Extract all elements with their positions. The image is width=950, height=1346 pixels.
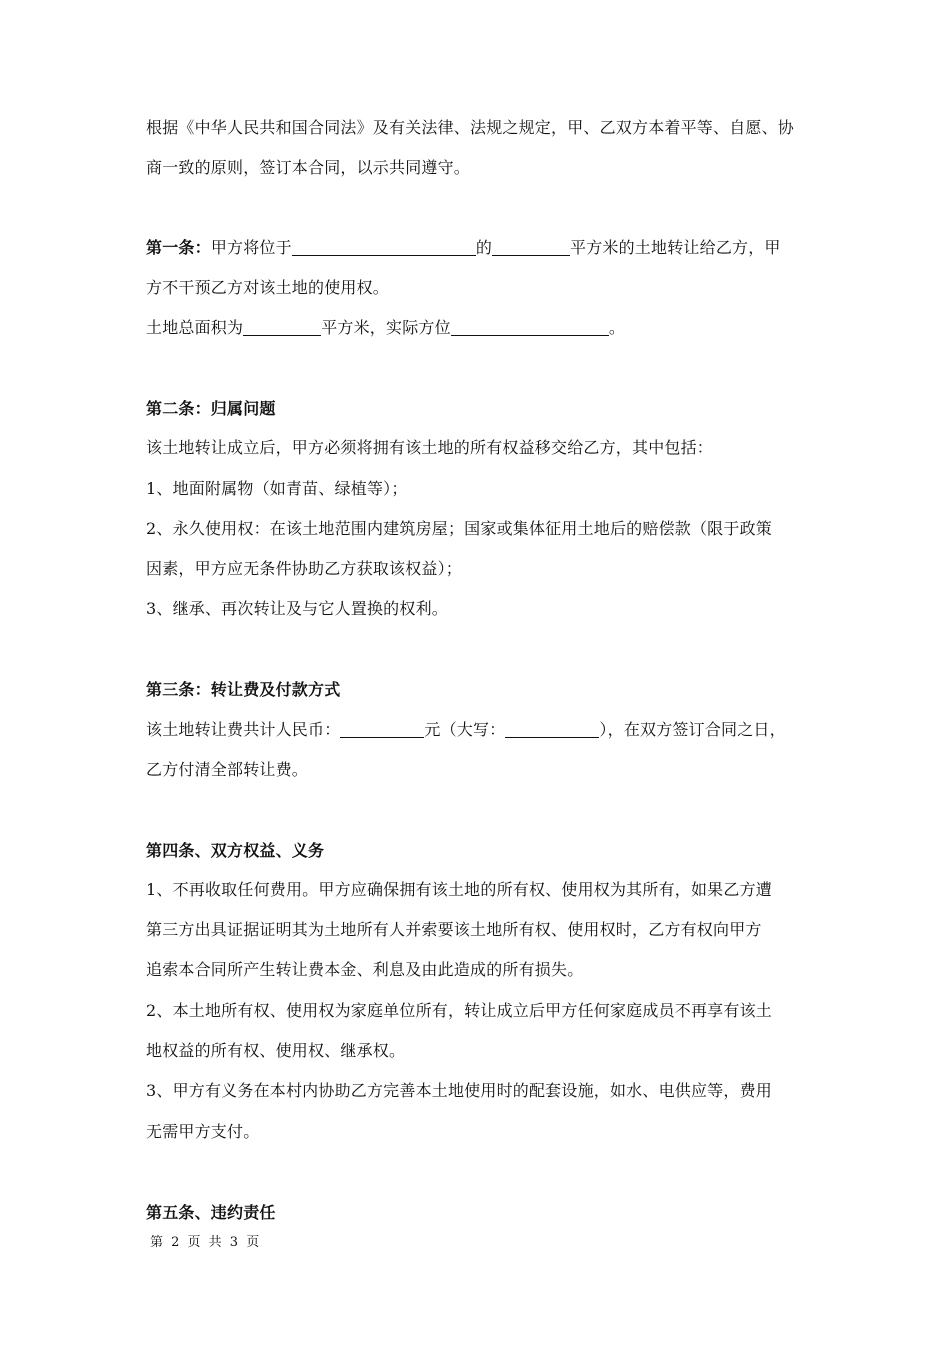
- article2-item-2-line-2: 因素，甲方应无条件协助乙方获取该权益）；: [146, 559, 463, 578]
- fee-uppercase-blank: [505, 721, 599, 738]
- article4-heading: 第四条、双方权益、义务: [146, 841, 325, 860]
- article1-text: 的: [475, 238, 493, 257]
- article1-line-3: [146, 317, 816, 339]
- direction-blank: [451, 319, 609, 336]
- fee-amount-blank: [340, 721, 424, 738]
- article1-text: 土地总面积为: [146, 318, 244, 337]
- article1-text: 平方米，实际方位: [321, 318, 451, 337]
- preamble-line-1: 根据《中华人民共和国合同法》及有关法律、法规之规定，甲、乙双方本着平等、自愿、协: [146, 118, 795, 137]
- preamble-line-2: 商一致的原则，签订本合同，以示共同遵守。: [146, 158, 471, 177]
- article2-intro: 该土地转让成立后，甲方必须将拥有该土地的所有权益移交给乙方，其中包括：: [146, 438, 714, 457]
- article2-heading: 第二条：归属问题: [146, 399, 276, 418]
- article4-p2-line-1: 2、本土地所有权、使用权为家庭单位所有，转让成立后甲方任何家庭成员不再享有该土: [146, 1001, 772, 1020]
- article3-text: ），在双方签订合同之日，: [599, 720, 786, 739]
- article1-line-1: [146, 237, 816, 259]
- article2-item-2-line-1: 2、永久使用权：在该土地范围内建筑房屋；国家或集体征用土地后的赔偿款（限于政策: [146, 519, 772, 538]
- article4-p1-line-1: 1、不再收取任何费用。甲方应确保拥有该土地的所有权、使用权为其所有，如果乙方遭: [146, 880, 772, 899]
- article3-line-2: 乙方付清全部转让费。: [146, 760, 309, 779]
- location-blank: [292, 239, 476, 256]
- total-area-blank: [243, 319, 321, 336]
- article5-heading: 第五条、违约责任: [146, 1203, 276, 1222]
- article1-line-2: 方不干预乙方对该土地的使用权。: [146, 278, 390, 297]
- page-indicator: 第 2 页 共 3 页: [150, 1235, 262, 1250]
- article3-text: 元（大写：: [424, 720, 506, 739]
- article1-heading: 第一条：: [146, 238, 211, 257]
- article1-text: 甲方将位于: [210, 238, 292, 257]
- article4-p1-line-2: 第三方出具证据证明其为土地所有人并索要该土地所有权、使用权时，乙方有权向甲方: [146, 920, 762, 939]
- article3-text: 该土地转让费共计人民币：: [146, 720, 341, 739]
- article4-p3-line-2: 无需甲方支付。: [146, 1122, 260, 1141]
- article4-p3-line-1: 3、甲方有义务在本村内协助乙方完善本土地使用时的配套设施，如水、电供应等，费用: [146, 1081, 772, 1100]
- article2-item-3: 3、继承、再次转让及与它人置换的权利。: [146, 599, 448, 618]
- article2-item-1: 1、地面附属物（如青苗、绿植等）；: [146, 479, 408, 498]
- article1-text: 平方米的土地转让给乙方，甲: [570, 238, 781, 257]
- area-blank: [492, 239, 570, 256]
- article3-heading: 第三条：转让费及付款方式: [146, 680, 341, 699]
- article3-line-1: [146, 719, 816, 741]
- article4-p1-line-3: 追索本合同所产生转让费本金、利息及由此造成的所有损失。: [146, 960, 584, 979]
- article1-text: 。: [608, 318, 626, 337]
- article4-p2-line-2: 地权益的所有权、使用权、继承权。: [146, 1041, 406, 1060]
